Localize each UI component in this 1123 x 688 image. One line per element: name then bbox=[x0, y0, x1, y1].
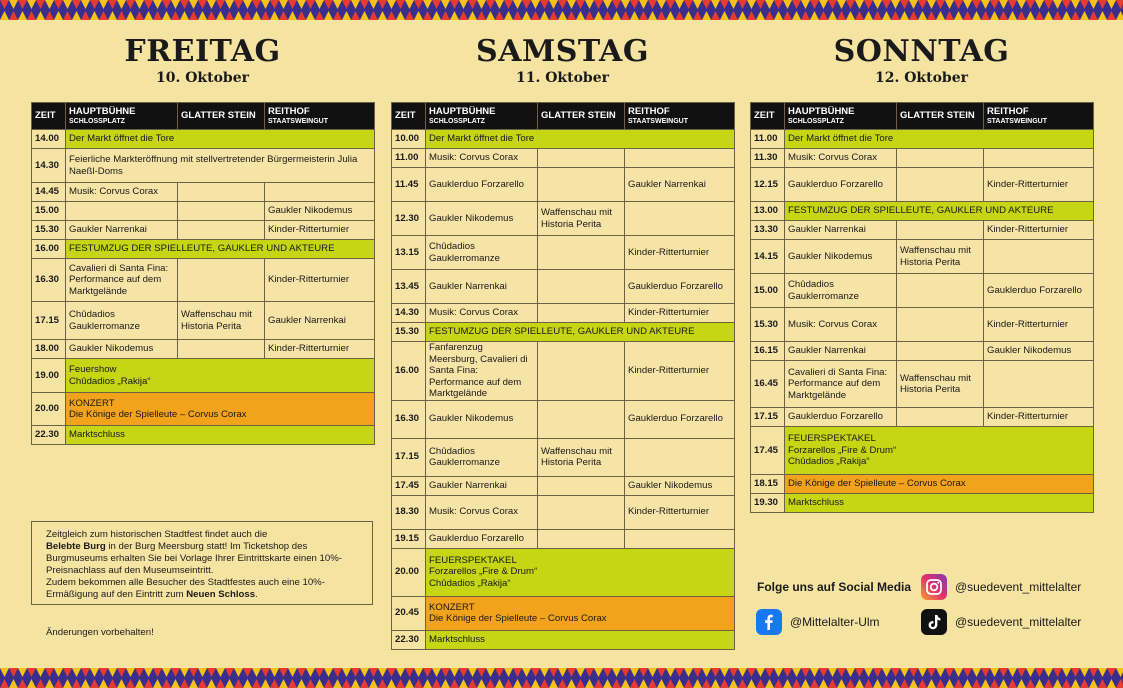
main-stage-cell: Cavalieri di Santa Fina: Performance auf dem Marktgelände bbox=[66, 259, 178, 302]
tiktok-handle: @suedevent_mittelalter bbox=[955, 615, 1082, 629]
tiktok-icon bbox=[921, 609, 947, 635]
time-cell: 11.30 bbox=[751, 149, 785, 168]
day-date: 11. Oktober bbox=[515, 70, 609, 86]
time-cell: 17.45 bbox=[392, 476, 426, 495]
main-stage-cell: Gaukler Narrenkai bbox=[66, 221, 178, 240]
instagram-icon bbox=[921, 574, 947, 600]
reithof-cell: Kinder-Ritterturnier bbox=[984, 168, 1094, 202]
time-cell: 17.45 bbox=[751, 427, 785, 475]
time-cell: 19.15 bbox=[392, 529, 426, 548]
header-time: ZEIT bbox=[32, 103, 66, 130]
header-main-stage: HAUPTBÜHNE SCHLOSSPLATZ bbox=[426, 103, 538, 130]
main-stage-cell: Gauklerduo Forzarello bbox=[785, 408, 897, 427]
table-row bbox=[32, 183, 375, 202]
main-stage-cell: Gaukler Nikodemus bbox=[426, 202, 538, 236]
main-stage-cell: Gauklerduo Forzarello bbox=[785, 168, 897, 202]
header-time: ZEIT bbox=[392, 103, 426, 130]
table-header-row bbox=[32, 103, 375, 130]
day-heading-sunday bbox=[749, 34, 1094, 86]
time-cell: 17.15 bbox=[392, 438, 426, 476]
disclaimer-note: Änderungen vorbehalten! bbox=[46, 627, 154, 638]
main-stage-cell: Chûdadios Gauklerromanze bbox=[66, 302, 178, 340]
glatter-stein-cell bbox=[178, 340, 265, 359]
table-row bbox=[751, 494, 1094, 513]
glatter-stein-cell: Waffenschau mit Historia Perita bbox=[538, 202, 625, 236]
tiktok-link[interactable] bbox=[921, 609, 1081, 635]
table-row bbox=[392, 548, 735, 596]
reithof-cell: Gaukler Nikodemus bbox=[984, 342, 1094, 361]
header-reithof: REITHOF STAATSWEINGUT bbox=[984, 103, 1094, 130]
table-row bbox=[32, 221, 375, 240]
table-row bbox=[392, 168, 735, 202]
reithof-cell: Gauklerduo Forzarello bbox=[625, 270, 735, 304]
time-cell: 13.45 bbox=[392, 270, 426, 304]
table-row bbox=[392, 323, 735, 342]
schedule-table-friday bbox=[31, 102, 375, 445]
time-cell: 11.45 bbox=[392, 168, 426, 202]
time-cell: 13.30 bbox=[751, 221, 785, 240]
event-span-cell: FESTUMZUG DER SPIELLEUTE, GAUKLER UND AKTEURE bbox=[785, 202, 1094, 221]
main-stage-cell: Gaukler Nikodemus bbox=[426, 400, 538, 438]
event-span-cell: Der Markt öffnet die Tore bbox=[66, 130, 375, 149]
time-cell: 16.30 bbox=[32, 259, 66, 302]
table-row bbox=[392, 596, 735, 630]
glatter-stein-cell bbox=[178, 259, 265, 302]
day-heading-saturday bbox=[390, 34, 735, 86]
table-row bbox=[392, 438, 735, 476]
glatter-stein-cell bbox=[538, 495, 625, 529]
event-span-cell: Der Markt öffnet die Tore bbox=[785, 130, 1094, 149]
time-cell: 19.00 bbox=[32, 359, 66, 393]
table-row bbox=[32, 302, 375, 340]
glatter-stein-cell: Waffenschau mit Historia Perita bbox=[538, 438, 625, 476]
glatter-stein-cell bbox=[538, 476, 625, 495]
time-cell: 19.30 bbox=[751, 494, 785, 513]
glatter-stein-cell bbox=[538, 149, 625, 168]
reithof-cell: Kinder-Ritterturnier bbox=[265, 221, 375, 240]
main-stage-cell: Gaukler Narrenkai bbox=[426, 476, 538, 495]
glatter-stein-cell bbox=[538, 304, 625, 323]
glatter-stein-cell bbox=[897, 408, 984, 427]
table-header-row bbox=[751, 103, 1094, 130]
glatter-stein-cell: Waffenschau mit Historia Perita bbox=[897, 240, 984, 274]
time-cell: 16.45 bbox=[751, 361, 785, 408]
event-span-cell: FESTUMZUG DER SPIELLEUTE, GAUKLER UND AKTEURE bbox=[66, 240, 375, 259]
glatter-stein-cell bbox=[178, 183, 265, 202]
day-date: 10. Oktober bbox=[155, 70, 249, 86]
table-row bbox=[392, 304, 735, 323]
main-stage-cell: Musik: Corvus Corax bbox=[426, 149, 538, 168]
reithof-cell: Kinder-Ritterturnier bbox=[984, 221, 1094, 240]
header-main-stage: HAUPTBÜHNE SCHLOSSPLATZ bbox=[785, 103, 897, 130]
time-cell: 22.30 bbox=[32, 426, 66, 445]
time-cell: 15.00 bbox=[32, 202, 66, 221]
time-cell: 14.30 bbox=[392, 304, 426, 323]
event-span-cell: Die Könige der Spielleute – Corvus Corax bbox=[785, 475, 1094, 494]
reithof-cell: Kinder-Ritterturnier bbox=[625, 236, 735, 270]
glatter-stein-cell bbox=[538, 270, 625, 304]
time-cell: 13.00 bbox=[751, 202, 785, 221]
table-row bbox=[32, 202, 375, 221]
table-row bbox=[32, 340, 375, 359]
reithof-cell bbox=[625, 202, 735, 236]
table-row bbox=[32, 426, 375, 445]
time-cell: 14.15 bbox=[751, 240, 785, 274]
day-heading-friday bbox=[30, 34, 375, 86]
reithof-cell: Kinder-Ritterturnier bbox=[265, 259, 375, 302]
reithof-cell: Kinder-Ritterturnier bbox=[984, 408, 1094, 427]
instagram-handle: @suedevent_mittelalter bbox=[955, 580, 1082, 594]
event-span-cell: Marktschluss bbox=[785, 494, 1094, 513]
reithof-cell: Gaukler Nikodemus bbox=[625, 476, 735, 495]
glatter-stein-cell bbox=[538, 342, 625, 401]
header-reithof: REITHOF STAATSWEINGUT bbox=[265, 103, 375, 130]
main-stage-cell: Gaukler Nikodemus bbox=[66, 340, 178, 359]
time-cell: 11.00 bbox=[392, 149, 426, 168]
table-row bbox=[751, 149, 1094, 168]
day-date: 12. Oktober bbox=[874, 70, 968, 86]
main-stage-cell: Chûdadios Gauklerromanze bbox=[785, 274, 897, 308]
table-row bbox=[392, 236, 735, 270]
reithof-cell: Kinder-Ritterturnier bbox=[625, 304, 735, 323]
time-cell: 14.45 bbox=[32, 183, 66, 202]
glatter-stein-cell bbox=[897, 168, 984, 202]
time-cell: 12.30 bbox=[392, 202, 426, 236]
main-stage-cell: Musik: Corvus Corax bbox=[785, 308, 897, 342]
time-cell: 15.30 bbox=[32, 221, 66, 240]
event-span-cell: Der Markt öffnet die Tore bbox=[426, 130, 735, 149]
event-span-cell: FEUERSPEKTAKEL Forzarellos „Fire & Drum“ Chûdadios „Rakija“ bbox=[426, 548, 735, 596]
table-row bbox=[751, 168, 1094, 202]
table-row bbox=[392, 149, 735, 168]
time-cell: 14.30 bbox=[32, 149, 66, 183]
reithof-cell: Kinder-Ritterturnier bbox=[625, 342, 735, 401]
reithof-cell: Gaukler Narrenkai bbox=[625, 168, 735, 202]
glatter-stein-cell bbox=[178, 202, 265, 221]
reithof-cell: Kinder-Ritterturnier bbox=[984, 308, 1094, 342]
reithof-cell bbox=[625, 529, 735, 548]
time-cell: 12.15 bbox=[751, 168, 785, 202]
table-row bbox=[32, 359, 375, 393]
reithof-cell bbox=[625, 438, 735, 476]
schedule-table-saturday bbox=[391, 102, 735, 650]
table-row bbox=[751, 274, 1094, 308]
decorative-border-bottom bbox=[0, 668, 1123, 688]
table-row bbox=[751, 408, 1094, 427]
main-stage-cell: Gauklerduo Forzarello bbox=[426, 529, 538, 548]
event-span-cell: FESTUMZUG DER SPIELLEUTE, GAUKLER UND AKTEURE bbox=[426, 323, 735, 342]
reithof-cell: Gauklerduo Forzarello bbox=[984, 274, 1094, 308]
event-span-cell: Marktschluss bbox=[66, 426, 375, 445]
table-row bbox=[392, 342, 735, 401]
info-box bbox=[31, 521, 373, 605]
reithof-cell bbox=[984, 361, 1094, 408]
time-cell: 20.45 bbox=[392, 596, 426, 630]
glatter-stein-cell: Waffenschau mit Historia Perita bbox=[178, 302, 265, 340]
info-paragraph-2: Zudem bekommen alle Besucher des Stadtfestes auch eine 10%-Ermäßigung auf den Eintritt zum Neuen Schloss. bbox=[46, 577, 325, 600]
time-cell: 20.00 bbox=[32, 393, 66, 426]
time-cell: 11.00 bbox=[751, 130, 785, 149]
instagram-link[interactable] bbox=[921, 574, 1081, 600]
reithof-cell bbox=[625, 149, 735, 168]
main-stage-cell: Chûdadios Gauklerromanze bbox=[426, 438, 538, 476]
event-span-cell: FEUERSPEKTAKEL Forzarellos „Fire & Drum“ Chûdadios „Rakija“ bbox=[785, 427, 1094, 475]
time-cell: 20.00 bbox=[392, 548, 426, 596]
main-stage-cell: Gaukler Narrenkai bbox=[426, 270, 538, 304]
info-paragraph-1: Zeitgleich zum historischen Stadtfest findet auch die Belebte Burg in der Burg Meersburg statt! Im Ticketshop des Burgmuseums erhalten Sie bei Vorlage Ihrer Eintrittskarte einen 10%-Preisnachlass auf den Museumseintritt. bbox=[46, 529, 342, 576]
main-stage-cell: Musik: Corvus Corax bbox=[66, 183, 178, 202]
glatter-stein-cell bbox=[538, 400, 625, 438]
header-glatter-stein: GLATTER STEIN bbox=[538, 103, 625, 130]
table-row bbox=[751, 240, 1094, 274]
facebook-link[interactable] bbox=[756, 609, 880, 635]
reithof-cell bbox=[984, 149, 1094, 168]
event-span-cell: KONZERT Die Könige der Spielleute – Corvus Corax bbox=[426, 596, 735, 630]
time-cell: 16.00 bbox=[392, 342, 426, 401]
glatter-stein-cell bbox=[897, 274, 984, 308]
table-row bbox=[751, 361, 1094, 408]
time-cell: 16.30 bbox=[392, 400, 426, 438]
table-row bbox=[392, 400, 735, 438]
table-row bbox=[392, 476, 735, 495]
table-row bbox=[392, 529, 735, 548]
table-row bbox=[751, 221, 1094, 240]
table-row bbox=[32, 130, 375, 149]
time-cell: 22.30 bbox=[392, 630, 426, 649]
main-stage-cell: Musik: Corvus Corax bbox=[426, 304, 538, 323]
table-row bbox=[392, 202, 735, 236]
event-span-cell: Feuershow Chûdadios „Rakija“ bbox=[66, 359, 375, 393]
table-row bbox=[751, 475, 1094, 494]
table-row bbox=[751, 342, 1094, 361]
time-cell: 18.00 bbox=[32, 340, 66, 359]
time-cell: 17.15 bbox=[32, 302, 66, 340]
table-row bbox=[751, 202, 1094, 221]
table-row bbox=[751, 308, 1094, 342]
header-glatter-stein: GLATTER STEIN bbox=[897, 103, 984, 130]
main-stage-cell: Fanfarenzug Meersburg, Cavalieri di Santa Fina: Performance auf dem Marktgelände bbox=[426, 342, 538, 401]
header-glatter-stein: GLATTER STEIN bbox=[178, 103, 265, 130]
time-cell: 15.00 bbox=[751, 274, 785, 308]
glatter-stein-cell bbox=[897, 149, 984, 168]
glatter-stein-cell bbox=[178, 221, 265, 240]
header-time: ZEIT bbox=[751, 103, 785, 130]
schedule-table-sunday bbox=[750, 102, 1094, 513]
reithof-cell: Gauklerduo Forzarello bbox=[625, 400, 735, 438]
header-main-stage: HAUPTBÜHNE SCHLOSSPLATZ bbox=[66, 103, 178, 130]
time-cell: 17.15 bbox=[751, 408, 785, 427]
event-span-cell: Marktschluss bbox=[426, 630, 735, 649]
table-header-row bbox=[392, 103, 735, 130]
time-cell: 18.30 bbox=[392, 495, 426, 529]
event-span-cell: Feierliche Markteröffnung mit stellvertretender Bürgermeisterin Julia Naeßl-Doms bbox=[66, 149, 375, 183]
table-row bbox=[32, 393, 375, 426]
main-stage-cell: Gaukler Nikodemus bbox=[785, 240, 897, 274]
time-cell: 10.00 bbox=[392, 130, 426, 149]
reithof-cell bbox=[984, 240, 1094, 274]
reithof-cell: Gaukler Nikodemus bbox=[265, 202, 375, 221]
reithof-cell: Gaukler Narrenkai bbox=[265, 302, 375, 340]
glatter-stein-cell bbox=[538, 168, 625, 202]
time-cell: 13.15 bbox=[392, 236, 426, 270]
glatter-stein-cell bbox=[897, 342, 984, 361]
main-stage-cell: Chûdadios Gauklerromanze bbox=[426, 236, 538, 270]
glatter-stein-cell bbox=[897, 308, 984, 342]
time-cell: 14.00 bbox=[32, 130, 66, 149]
main-stage-cell: Gaukler Narrenkai bbox=[785, 221, 897, 240]
main-stage-cell: Musik: Corvus Corax bbox=[785, 149, 897, 168]
day-name: SAMSTAG bbox=[476, 34, 649, 69]
time-cell: 16.15 bbox=[751, 342, 785, 361]
main-stage-cell bbox=[66, 202, 178, 221]
time-cell: 15.30 bbox=[751, 308, 785, 342]
table-row bbox=[392, 130, 735, 149]
table-row bbox=[392, 630, 735, 649]
reithof-cell: Kinder-Ritterturnier bbox=[625, 495, 735, 529]
glatter-stein-cell bbox=[897, 221, 984, 240]
glatter-stein-cell bbox=[538, 529, 625, 548]
decorative-border-top bbox=[0, 0, 1123, 20]
table-row bbox=[32, 240, 375, 259]
table-row bbox=[392, 495, 735, 529]
time-cell: 18.15 bbox=[751, 475, 785, 494]
reithof-cell bbox=[265, 183, 375, 202]
time-cell: 16.00 bbox=[32, 240, 66, 259]
main-stage-cell: Gauklerduo Forzarello bbox=[426, 168, 538, 202]
table-row bbox=[32, 259, 375, 302]
table-row bbox=[392, 270, 735, 304]
belebte-burg-link-text: Belebte Burg bbox=[46, 541, 106, 552]
social-media-title: Folge uns auf Social Media bbox=[757, 580, 912, 594]
facebook-handle: @Mittelalter-Ulm bbox=[790, 615, 880, 629]
glatter-stein-cell bbox=[538, 236, 625, 270]
time-cell: 15.30 bbox=[392, 323, 426, 342]
main-stage-cell: Gaukler Narrenkai bbox=[785, 342, 897, 361]
table-row bbox=[751, 427, 1094, 475]
header-reithof: REITHOF STAATSWEINGUT bbox=[625, 103, 735, 130]
glatter-stein-cell: Waffenschau mit Historia Perita bbox=[897, 361, 984, 408]
day-name: FREITAG bbox=[124, 34, 281, 69]
main-stage-cell: Musik: Corvus Corax bbox=[426, 495, 538, 529]
day-name: SONNTAG bbox=[833, 34, 1010, 69]
facebook-icon bbox=[756, 609, 782, 635]
table-row bbox=[32, 149, 375, 183]
reithof-cell: Kinder-Ritterturnier bbox=[265, 340, 375, 359]
main-stage-cell: Cavalieri di Santa Fina: Performance auf dem Marktgelände bbox=[785, 361, 897, 408]
table-row bbox=[751, 130, 1094, 149]
event-span-cell: KONZERT Die Könige der Spielleute – Corvus Corax bbox=[66, 393, 375, 426]
